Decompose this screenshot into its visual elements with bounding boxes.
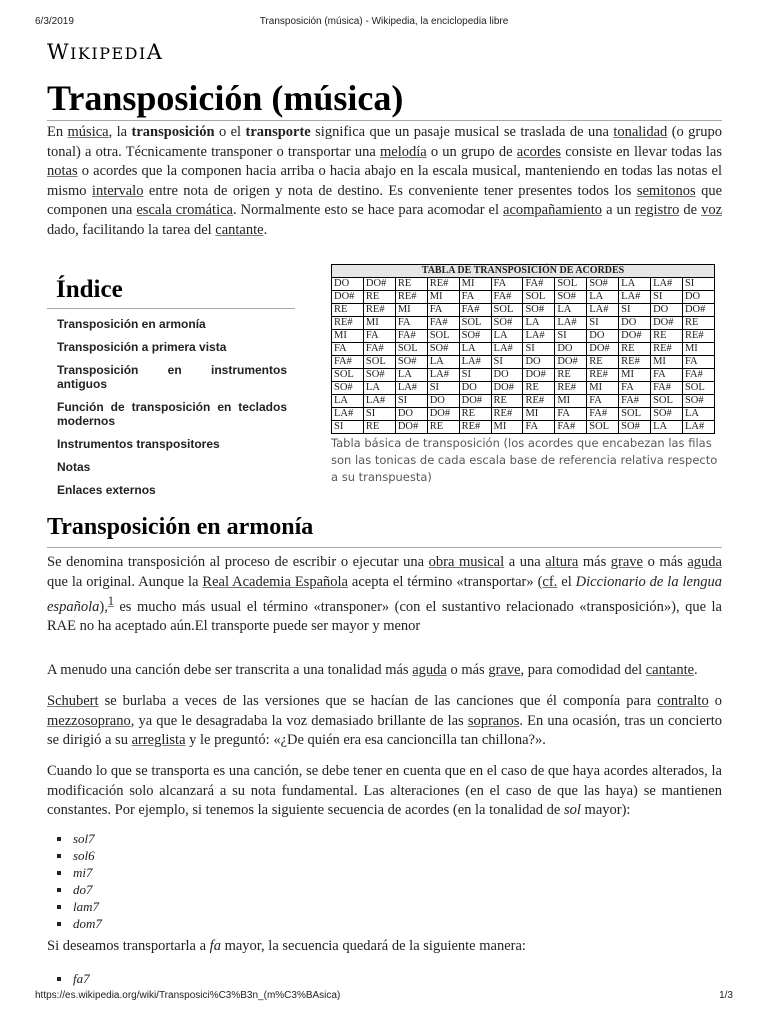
footnote-ref-1[interactable]: 1 [107,594,114,608]
table-cell: SOL [619,408,651,421]
table-cell: SOL [459,317,491,330]
table-cell: FA# [332,356,364,369]
table-cell: RE [651,330,683,343]
link-escala-cromatica[interactable]: escala cromática [136,202,233,218]
table-cell: MI [332,330,364,343]
print-page-number: 1/3 [719,990,733,1001]
table-cell: SI [427,382,459,395]
table-cell: LA [427,356,459,369]
table-cell: RE# [651,343,683,356]
table-cell: RE [395,278,427,291]
table-row [332,421,715,434]
chord-list-2 [55,970,90,987]
table-cell: DO [619,317,651,330]
table-cell: MI [523,408,555,421]
table-cell: DO# [523,369,555,382]
table-cell: DO [491,369,523,382]
table-cell: FA [555,408,587,421]
table-cell: DO [555,343,587,356]
table-cell: RE# [363,304,395,317]
table-cell: RE# [459,421,491,434]
table-row [332,369,715,382]
table-cell: DO [523,356,555,369]
table-cell: SI [523,343,555,356]
table-cell: SO# [651,408,683,421]
table-cell: MI [555,395,587,408]
table-cell: DO [682,291,714,304]
table-cell: FA [682,356,714,369]
table-cell: LA# [427,369,459,382]
print-url: https://es.wikipedia.org/wiki/Transposici%C3%B3n_(m%C3%BAsica) [35,990,341,1001]
table-cell: MI [682,343,714,356]
table-cell: RE# [395,291,427,304]
table-cell: DO [395,408,427,421]
link-acompanamiento[interactable]: acompañamiento [503,202,603,218]
table-cell: DO# [555,356,587,369]
table-cell: MI [427,291,459,304]
table-cell: LA# [363,395,395,408]
link-acordes[interactable]: acordes [516,143,562,160]
table-cell: FA [619,382,651,395]
table-row [332,382,715,395]
table-cell: MI [619,369,651,382]
link-aguda-2[interactable]: aguda [412,662,447,678]
table-cell: SI [651,291,683,304]
table-cell: RE [363,421,395,434]
table-cell: DO# [363,278,395,291]
table-row [332,317,715,330]
list-item: fa7 [55,970,90,987]
table-cell: SOL [587,421,619,434]
table-cell: LA# [523,330,555,343]
table-cell: LA# [395,382,427,395]
table-cell: DO# [491,382,523,395]
table-cell: SO# [523,304,555,317]
table-cell: RE [332,304,364,317]
link-altura[interactable]: altura [545,554,579,570]
table-cell: FA [459,291,491,304]
table-cell: FA# [651,382,683,395]
table-cell: DO# [332,291,364,304]
print-date: 6/3/2019 [35,16,74,27]
table-row [332,395,715,408]
table-cell: SI [395,395,427,408]
list-item: do7 [55,881,102,898]
table-cell: SI [459,369,491,382]
table-cell: LA [459,343,491,356]
table-cell: LA [395,369,427,382]
table-cell: RE# [523,395,555,408]
table-cell: MI [587,382,619,395]
table-cell: SO# [491,317,523,330]
table-cell: MI [491,421,523,434]
table-cell: LA [332,395,364,408]
table-cell: SI [682,278,714,291]
table-cell: LA# [587,304,619,317]
link-aguda[interactable]: aguda [687,554,722,570]
link-cantante[interactable]: cantante [215,221,264,238]
table-cell: LA [587,291,619,304]
table-cell: DO# [587,343,619,356]
table-cell: FA [587,395,619,408]
list-item: dom7 [55,915,102,932]
section-paragraph-4: Cuando lo que se transporta es una canción, se debe tener en cuenta que en el caso de que haya acordes alterados, la modificación solo alcanzará a su nota fundamental. Las alteraciones (en el caso de que las haya) se mantienen constantes. Por ejemplo, si tenemos la siguiente secuencia de acordes (en la tonalidad de sol mayor): [47,763,722,818]
list-item: sol6 [55,847,102,864]
table-cell: FA# [587,408,619,421]
table-cell: RE# [555,382,587,395]
table-cell: RE# [427,278,459,291]
print-header [0,10,768,26]
toc-item-instrumentos-antiguos[interactable]: Transposición en instrumentos antiguos [57,363,287,391]
table-cell: LA [363,382,395,395]
link-registro[interactable]: registro [635,202,680,218]
table-cell: SO# [459,330,491,343]
table-cell: LA [651,421,683,434]
section-heading-armonia: Transposición en armonía [47,514,722,548]
table-cell: SOL [427,330,459,343]
table-cell: LA# [651,278,683,291]
table-cell: SOL [682,382,714,395]
table-cell: FA# [523,278,555,291]
table-cell: FA# [619,395,651,408]
table-row [332,304,715,317]
table-row [332,330,715,343]
intro-paragraph: En música, la transposición o el transporte significa que un pasaje musical se traslada de una tonalidad (o grupo tonal) a otra. Técnicamente transponer o transportar una melodía o un grupo de acordes consiste en llevar todas las notas o acordes que la componen hacia arriba o hacia abajo en la escala musical, manteniendo en todas las notas el mismo intervalo entre nota de origen y nota de destino. Es conveniente tener presentes todos los semitonos que componen una escala cromática. Normalmente esto se hace para acomodar el acompañamiento a un registro de voz dado, facilitando la tarea del cantante. [47,124,723,238]
table-cell: RE [491,395,523,408]
table-row [332,278,715,291]
print-page-title: Transposición (música) - Wikipedia, la enciclopedia libre [259,16,509,27]
table-cell: FA [332,343,364,356]
link-arreglista[interactable]: arreglista [131,732,186,748]
table-cell: FA# [459,304,491,317]
table-cell: RE# [682,330,714,343]
table-cell: RE [363,291,395,304]
transposition-table [331,264,715,434]
table-cell: SI [619,304,651,317]
table-cell: SI [587,317,619,330]
link-mezzosoprano[interactable]: mezzosoprano [47,712,131,729]
page-title: Transposición (música) [47,78,722,121]
table-cell: LA# [459,356,491,369]
table-cell: RE [427,421,459,434]
link-grave-2[interactable]: grave [488,662,521,678]
table-cell: RE# [491,408,523,421]
table-cell: RE [459,408,491,421]
table-cell: LA [523,317,555,330]
link-tonalidad[interactable]: tonalidad [613,124,668,140]
section-paragraph-3: Schubert se burlaba a veces de las versiones que se hacían de las canciones que él componía para contralto o mezzosoprano, ya que le desagradaba la voz demasiado brillante de las sopranos. En una ocasión, tras un concierto se dirigió a su arreglista y le preguntó: «¿De quién era esa cancioncilla tan chillona?». [47,693,722,748]
table-cell: FA [491,278,523,291]
table-cell: FA [363,330,395,343]
link-cantante-2[interactable]: cantante [645,662,695,678]
table-cell: LA# [619,291,651,304]
section-paragraph-5: Si deseamos transportarla a fa mayor, la secuencia quedará de la siguiente manera: [47,938,526,954]
link-schubert[interactable]: Schubert [47,693,99,709]
table-cell: DO [332,278,364,291]
table-cell: RE [619,343,651,356]
table-row [332,408,715,421]
table-cell: RE [587,356,619,369]
table-cell: DO# [619,330,651,343]
table-cell: MI [363,317,395,330]
chord-list-1 [55,830,102,932]
table-cell: RE# [619,356,651,369]
toc-item-transposicion-armonia[interactable]: Transposición en armonía [57,317,206,331]
table-cell: FA# [555,421,587,434]
table-cell: SO# [427,343,459,356]
table-cell: DO [427,395,459,408]
table-cell: DO [651,304,683,317]
table-cell: SOL [555,278,587,291]
table-cell: FA# [491,291,523,304]
table-cell: RE [555,369,587,382]
table-cell: SO# [682,395,714,408]
table-cell: SOL [523,291,555,304]
table-cell: DO# [651,317,683,330]
link-contralto[interactable]: contralto [657,693,709,709]
table-cell: DO# [427,408,459,421]
section-paragraph-2: A menudo una canción debe ser transcrita a una tonalidad más aguda o más grave, para comodidad del cantante. [47,662,698,678]
link-sopranos[interactable]: sopranos [467,712,520,729]
link-rae[interactable]: Real Academia Española [202,573,348,590]
link-musica[interactable]: música [67,124,109,140]
table-cell: RE# [587,369,619,382]
table-cell: LA# [332,408,364,421]
link-semitonos[interactable]: semitonos [636,182,696,199]
table-cell: LA# [555,317,587,330]
table-of-contents [47,270,295,504]
table-cell: DO# [395,421,427,434]
table-cell: FA# [682,369,714,382]
table-cell: LA# [491,343,523,356]
table-cell: FA# [427,317,459,330]
table-cell: DO# [459,395,491,408]
link-notas[interactable]: notas [47,163,78,179]
table-cell: MI [651,356,683,369]
table-cell: SI [332,421,364,434]
table-cell: SI [363,408,395,421]
table-cell: SO# [363,369,395,382]
table-cell: DO# [682,304,714,317]
section-paragraph-1: Se denomina transposición al proceso de escribir o ejecutar una obra musical a una altura más grave o más aguda que la original. Aunque la Real Academia Española acepta el término «transportar» (cf. el Diccionario de la lengua española),$^1$ es mucho más usual el término «transponer» (con el sustantivo relacionado «transposición»), que la RAE no ha aceptado aún.El transporte puede ser mayor y menor [47,554,722,635]
table-cell: LA [555,304,587,317]
toc-item-primera-vista[interactable]: Transposición a primera vista [57,340,227,354]
list-item: mi7 [55,864,102,881]
table-cell: FA [651,369,683,382]
table-cell: SOL [651,395,683,408]
link-voz[interactable]: voz [701,202,722,218]
table-cell: RE# [332,317,364,330]
table-row [332,356,715,369]
table-cell: LA [682,408,714,421]
table-cell: LA [619,278,651,291]
table-cell: SOL [332,369,364,382]
table-row [332,343,715,356]
table-cell: FA [523,421,555,434]
table-cell: DO [459,382,491,395]
table-cell: FA [427,304,459,317]
table-cell: SO# [395,356,427,369]
link-obra-musical[interactable]: obra musical [428,554,505,570]
table-row [332,291,715,304]
table-cell: SI [491,356,523,369]
table-cell: SI [555,330,587,343]
table-cell: RE [682,317,714,330]
toc-item-instrumentos-transpositores[interactable]: Instrumentos transpositores [57,437,220,451]
table-cell: FA [395,317,427,330]
table-cell: SOL [363,356,395,369]
table-cell: SO# [332,382,364,395]
toc-item-notas[interactable]: Notas [57,460,91,474]
table-cell: SOL [491,304,523,317]
table-cell: DO [587,330,619,343]
link-intervalo[interactable]: intervalo [91,182,144,199]
table-cell: FA# [363,343,395,356]
table-cell: SO# [555,291,587,304]
toc-item-enlaces-externos[interactable]: Enlaces externos [57,483,156,497]
table-cell: FA# [395,330,427,343]
list-item: sol7 [55,830,102,847]
table-cell: LA [491,330,523,343]
table-cell: SO# [587,278,619,291]
list-item: lam7 [55,898,102,915]
table-header: TABLA DE TRANSPOSICIÓN DE ACORDES [332,265,715,278]
table-cell: LA# [682,421,714,434]
wikipedia-logo[interactable]: WIKIPEDIA [47,40,164,64]
table-cell: MI [395,304,427,317]
toc-title: Índice [47,270,295,309]
link-cf[interactable]: cf. [542,573,558,590]
link-melodia[interactable]: melodía [379,143,427,160]
table-cell: SOL [395,343,427,356]
toc-item-teclados-modernos[interactable]: Función de transposición en teclados modernos [57,400,287,428]
table-caption: Tabla básica de transposición (los acordes que encabezan las filas son las tonicas de cada escala base de referencia relativa respecto a su transpuesta) [331,436,718,484]
table-cell: RE [523,382,555,395]
table-cell: SO# [619,421,651,434]
link-grave[interactable]: grave [610,554,643,570]
table-cell: MI [459,278,491,291]
